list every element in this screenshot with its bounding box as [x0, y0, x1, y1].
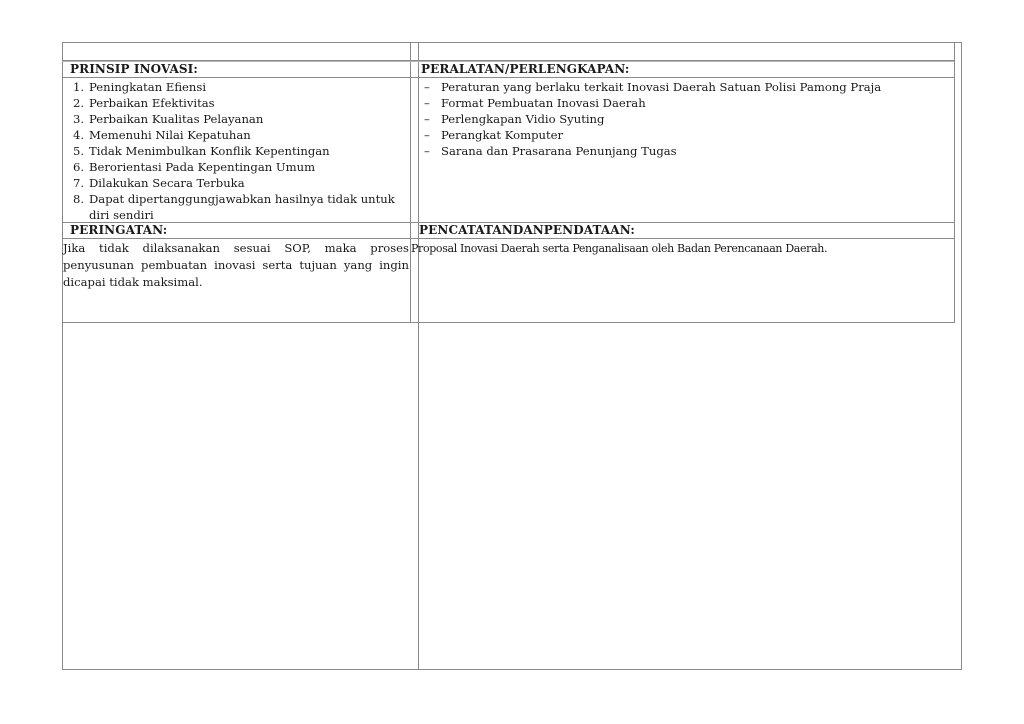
list-item: 1. Peningkatan Efiensi	[72, 80, 207, 94]
list-item: – Peraturan yang berlaku terkait Inovasi Daerah Satuan Polisi Pamong Praja	[424, 80, 882, 94]
list-item: 8. Dapat dipertanggungjawabkan hasilnya tidak untuk diri sendiri	[72, 192, 395, 222]
list-item: 6. Berorientasi Pada Kepentingan Umum	[72, 160, 316, 174]
warning-text: Jika tidak dilaksanakan sesuai SOP, maka proses penyusunan pembuatan inovasi serta tujuan yang ingin dicapai tidak maksimal.	[63, 241, 409, 289]
equipment-list	[424, 79, 944, 159]
column-divider	[418, 42, 419, 670]
warning-header: PERINGATAN:	[70, 223, 168, 237]
equipment-header: PERALATAN/PERLENGKAPAN:	[421, 62, 630, 76]
principles-header: PRINSIP INOVASI:	[70, 62, 198, 76]
right-inner-border	[954, 42, 955, 323]
list-item: 4. Memenuhi Nilai Kepatuhan	[72, 128, 251, 142]
list-item: 2. Perbaikan Efektivitas	[72, 96, 215, 110]
list-item: 3. Perbaikan Kualitas Pelayanan	[72, 112, 264, 126]
list-item: – Perlengkapan Vidio Syuting	[424, 112, 605, 126]
list-item: 7. Dilakukan Secara Terbuka	[72, 176, 245, 190]
row-divider	[62, 322, 954, 323]
list-item: – Format Pembuatan Inovasi Daerah	[424, 96, 646, 110]
row-divider	[62, 238, 954, 239]
list-item: – Perangkat Komputer	[424, 128, 564, 142]
list-item: – Sarana dan Prasarana Penunjang Tugas	[424, 144, 677, 158]
records-text: Proposal Inovasi Daerah serta Penganalisaan oleh Badan Perencanaan Daerah.	[411, 242, 828, 255]
list-item: 5. Tidak Menimbulkan Konflik Kepentingan	[72, 144, 330, 158]
column-divider-inner	[410, 42, 411, 323]
principles-list	[68, 79, 410, 223]
row-divider	[62, 77, 954, 78]
records-header: PENCATATANDANPENDATAAN:	[419, 223, 635, 237]
